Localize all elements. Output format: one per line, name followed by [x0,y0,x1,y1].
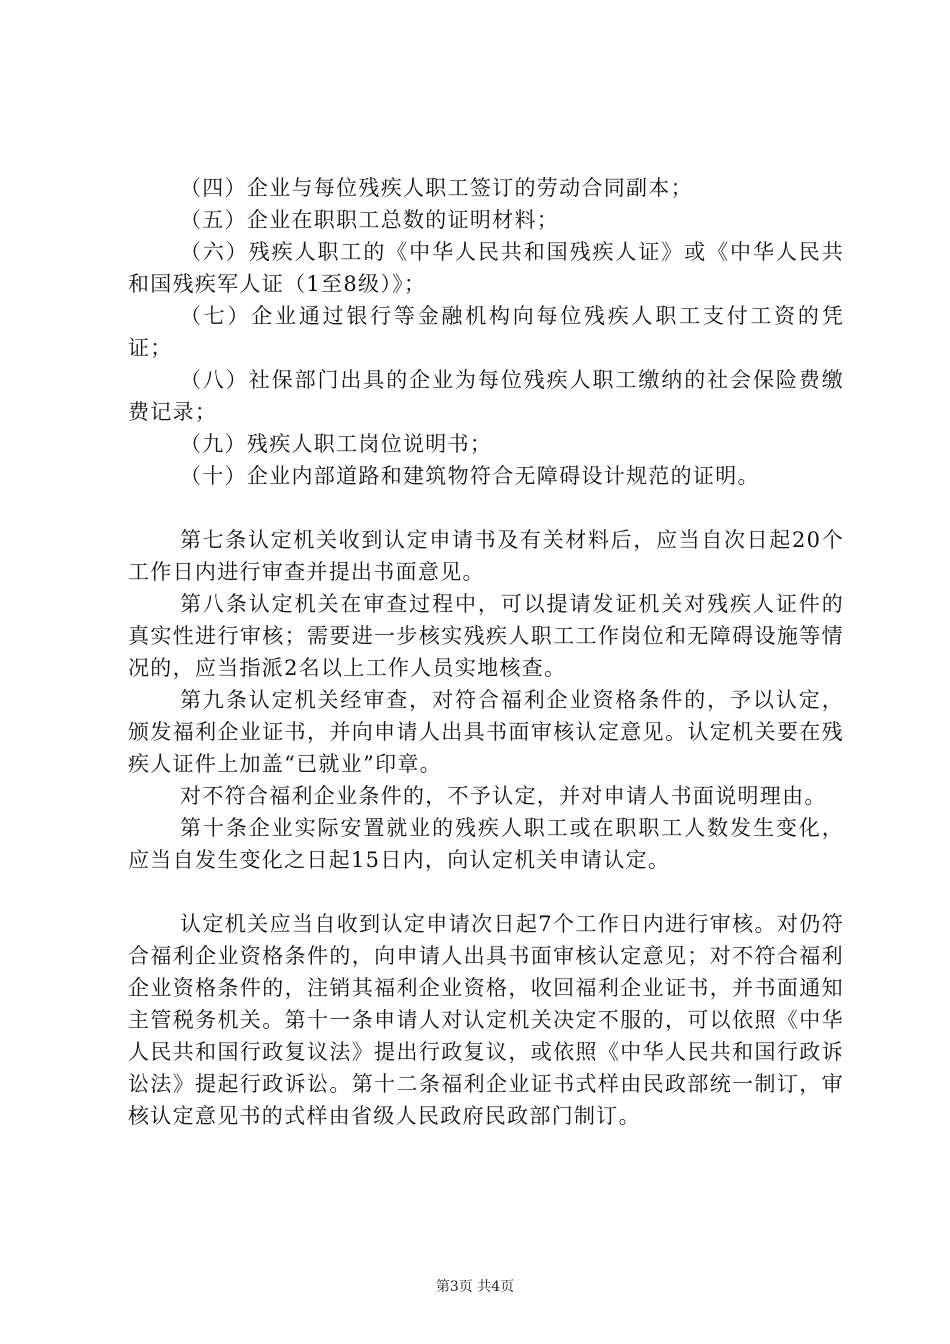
paragraph-article-9: 第九条认定机关经审查，对符合福利企业资格条件的，予以认定，颁发福利企业证书，并向申请人出具书面审核认定意见。认定机关要在残疾人证件上加盖“已就业”印章。 [128,688,844,776]
paragraph-article-10: 第十条企业实际安置就业的残疾人职工或在职职工人数发生变化，应当自发生变化之日起15日内，向认定机关申请认定。 [128,816,844,872]
list-item: （七）企业通过银行等金融机构向每位残疾人职工支付工资的凭证； [128,304,844,360]
page-footer: 第3页 共4页 [435,1279,515,1295]
paragraph-review: 认定机关应当自收到认定申请次日起7个工作日内进行审核。对仍符合福利企业资格条件的，向申请人出具书面审核认定意见；对不符合福利企业资格条件的，注销其福利企业资格，收回福利企业证书，并书面通知主管税务机关。第十一条申请人对认定机关决定不服的，可以依照《中华人民共和国行政复议法》提出行政复议，或依照《中华人民共和国行政诉讼法》提起行政诉讼。第十二条福利企业证书式样由民政部统一制订，审核认定意见书的式样由省级人民政府民政部门制订。 [128,912,844,1128]
list-item: （六）残疾人职工的《中华人民共和国残疾人证》或《中华人民共和国残疾军人证（1至8级）》； [128,240,844,296]
list-item: （五）企业在职职工总数的证明材料； [180,208,560,232]
list-item: （九）残疾人职工岗位说明书； [180,432,493,456]
paragraph-rejection: 对不符合福利企业条件的，不予认定，并对申请人书面说明理由。 [180,784,827,808]
paragraph-gap [128,492,844,524]
paragraph-article-8: 第八条认定机关在审查过程中，可以提请发证机关对残疾人证件的真实性进行审核；需要进一步核实残疾人职工工作岗位和无障碍设施等情况的，应当指派2名以上工作人员实地核查。 [128,592,844,680]
paragraph-gap [128,876,844,908]
paragraph-article-7: 第七条认定机关收到认定申请书及有关材料后，应当自次日起20个工作日内进行审查并提出书面意见。 [128,528,844,584]
list-item: （八）社保部门出具的企业为每位残疾人职工缴纳的社会保险费缴费记录； [128,368,844,424]
list-item: （四）企业与每位残疾人职工签订的劳动合同副本； [180,176,693,200]
document-body [128,172,844,1132]
list-item: （十）企业内部道路和建筑物符合无障碍设计规范的证明。 [180,464,760,488]
